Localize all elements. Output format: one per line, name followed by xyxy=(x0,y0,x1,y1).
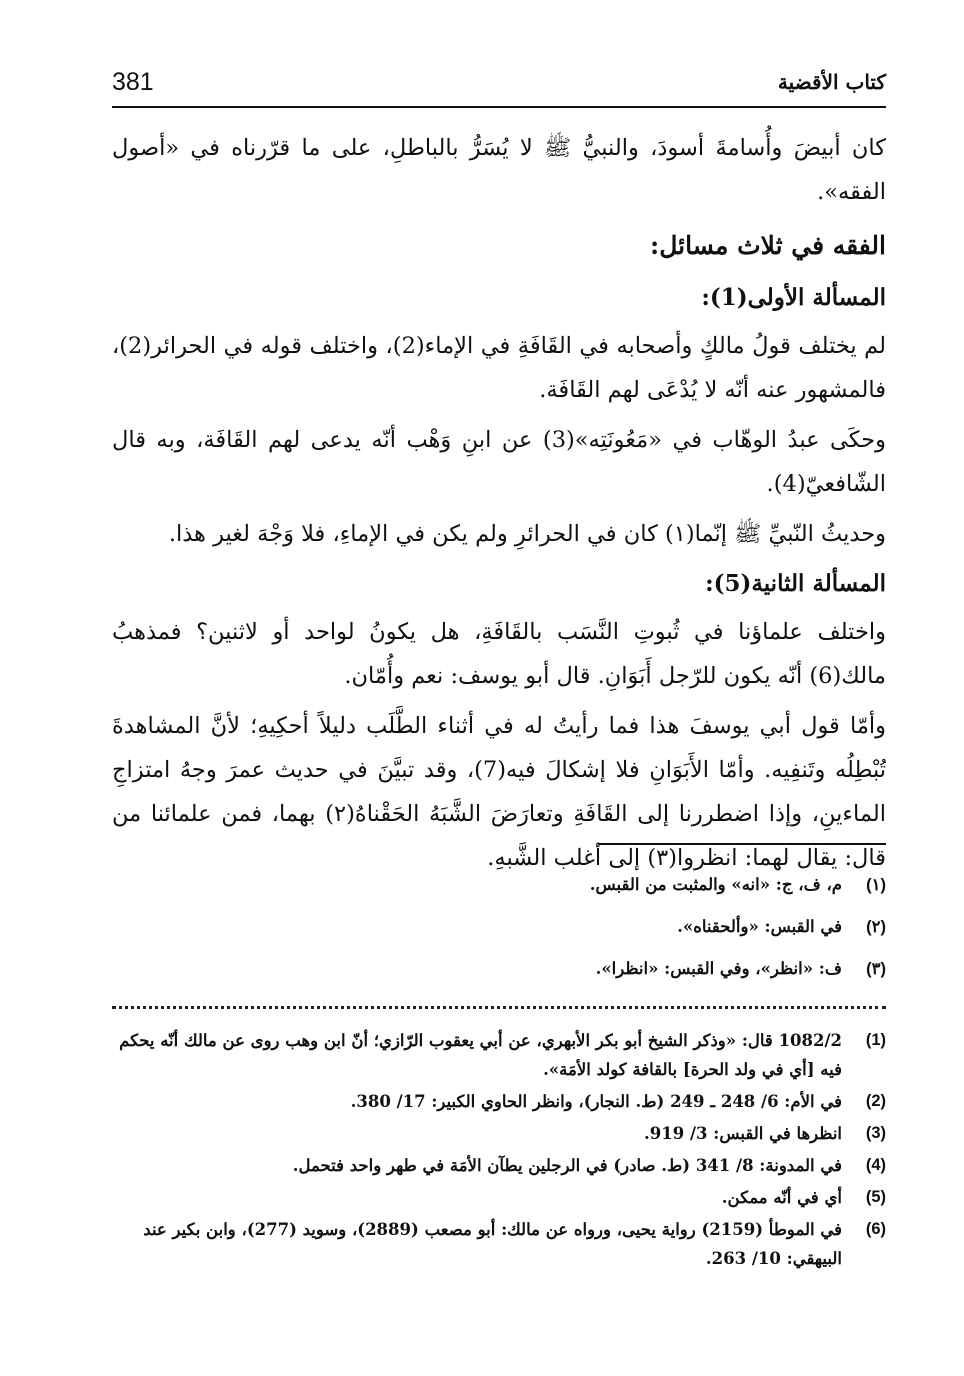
section-heading: الفقه في ثلاث مسائل: xyxy=(650,231,886,260)
running-header xyxy=(112,66,886,108)
reference-footnotes xyxy=(112,1026,886,1276)
paragraph: واختلف علماؤنا في ثُبوتِ النَّسَب بالقَافَةِ، هل يكونُ لواحد أو لاثنين؟ فمذهبُ مالك(6) أنّه يكون للرّجل أَبَوَانِ. قال أبو يوسف: نعم وأُمّان. xyxy=(112,619,886,689)
main-text xyxy=(112,126,886,886)
footnote-marker: (2) xyxy=(865,1092,886,1110)
footnote-divider xyxy=(598,843,886,845)
paragraph: وحديثُ النّبيِّ ﷺ إنّما(١) كان في الحرائرِ ولم يكن في الإماءِ، فلا وَجْهَ لغير هذا. xyxy=(168,521,886,547)
manuscript-footnotes xyxy=(112,864,886,990)
footnote-text: 1082/2 قال: «وذكر الشيخ أبو بكر الأبهري، عن أبي يعقوب الرّازي؛ أنّ ابن وهب روى عن مالك أنّه يحكم فيه [أي في ولد الحرة] بالقافة كولد الأمَة». xyxy=(119,1031,842,1079)
footnote-marker: (٢) xyxy=(866,918,886,936)
footnote-text: في الموطأ (2159) رواية يحيى، ورواه عن مالك: أبو مصعب (2889)، وسويد (277)، وابن بكير عند البيهقي: 10/ 263. xyxy=(143,1220,842,1268)
footnote-text: ف: «انظر»، وفي القبس: «انظرا». xyxy=(595,959,842,978)
footnote-marker: (5) xyxy=(865,1188,886,1206)
footnote-text: في القبس: «وألحقناه». xyxy=(677,917,842,936)
footnote-text: انظرها في القبس: 3/ 919. xyxy=(644,1124,842,1143)
footnote xyxy=(112,864,886,906)
footnote-marker: (3) xyxy=(865,1124,886,1142)
footnote-marker: (1) xyxy=(865,1031,886,1049)
paragraph: لم يختلف قولُ مالكٍ وأصحابه في القَافَةِ في الإماء(2)، واختلف قوله في الحرائر(2)، فالمشهور عنه أنّه لا يُدْعَى لهم القَافَة. xyxy=(112,333,886,403)
footnote-text: في المدونة: 8/ 341 (ط. صادر) في الرجلين يطآن الأمَة في طهر واحد فتحمل. xyxy=(292,1156,842,1175)
question-two-heading: المسألة الثانية(5): xyxy=(705,570,886,597)
running-title: كتاب الأقضية xyxy=(777,70,886,94)
footnote-marker: (4) xyxy=(865,1156,886,1174)
footnote xyxy=(112,1215,886,1273)
footnote-text: م، ف، ج: «انه» والمثبت من القبس. xyxy=(589,875,842,894)
footnote-marker: (١) xyxy=(866,876,886,894)
paragraph: وحكَى عبدُ الوهّاب في «مَعُونَتِه»(3) عن ابنِ وَهْب أنّه يدعى لهم القَافَة، وبه قال الشّافعيّ(4). xyxy=(112,427,886,497)
opening-paragraph: كان أبيضَ وأُسامةَ أسودَ، والنبيُّ ﷺ لا يُسَرُّ بالباطلِ، على ما قرّرناه في «أصول الفقه». xyxy=(112,135,886,205)
footnote xyxy=(112,1087,886,1116)
footnote-marker: (٣) xyxy=(866,960,886,978)
question-one-heading: المسألة الأولى(1): xyxy=(701,284,886,311)
footnote-text: في الأم: 6/ 248 ـ 249 (ط. النجار)، وانظر الحاوي الكبير: 17/ 380. xyxy=(350,1092,842,1111)
footnote xyxy=(112,1026,886,1084)
paragraph: وأمّا قول أبي يوسفَ هذا فما رأيتُ له في أثناء الطَّلَب دليلاً أحكِيهِ؛ لأنَّ المشاهدةَ تُبْطِلُه وتَنفِيه. وأمّا الأَبَوَانِ فلا إشكالَ فيه(7)، وقد تبيَّنَ في حديث عمرَ وجهُ امتزاجِ الماءينِ، وإذا اضطررنا إلى القَافَةِ وتعارَضَ الشَّبَهُ الحَقْناهُ(٢) بهما، فمن علمائنا من قال: يقال لهما: انظروا(٣) إلى أغلب الشَّبهِ. xyxy=(112,713,886,871)
footnote xyxy=(112,1183,886,1212)
footnote xyxy=(112,906,886,948)
footnote xyxy=(112,1151,886,1180)
footnote-text: أي في أنّه ممكن. xyxy=(721,1188,842,1207)
footnote xyxy=(112,948,886,990)
dotted-separator xyxy=(112,1006,886,1009)
page-number: 381 xyxy=(112,68,154,96)
footnote xyxy=(112,1119,886,1148)
footnote-marker: (6) xyxy=(865,1220,886,1238)
